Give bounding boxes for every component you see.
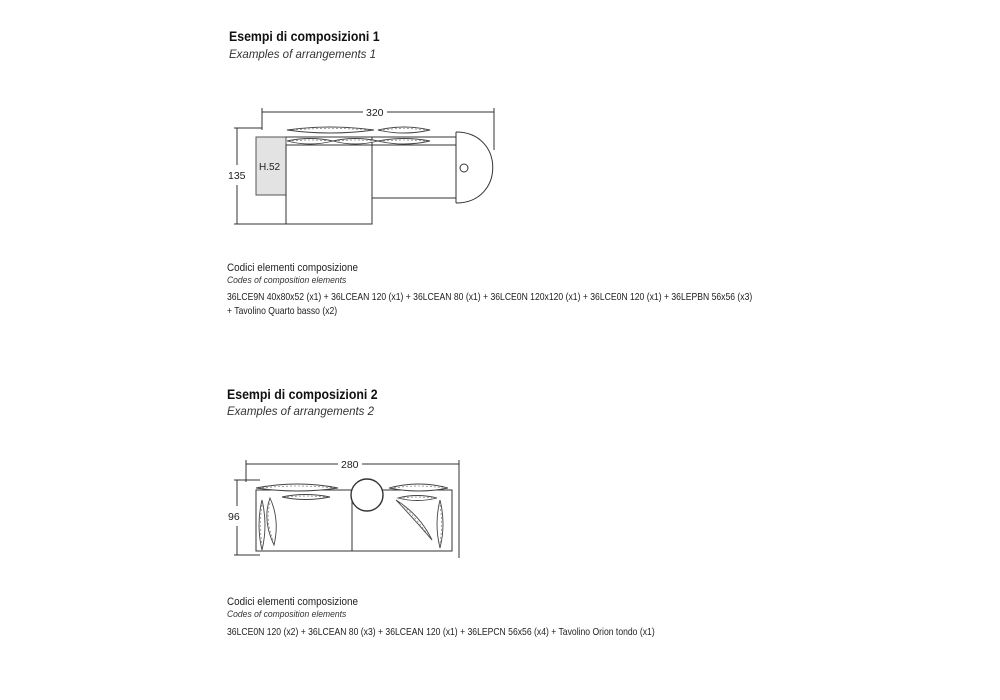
section2-codes-label: Codici elementi composizione: [227, 596, 358, 608]
s2-round-table: [351, 479, 383, 511]
section2-subtitle: Examples of arrangements 2: [227, 406, 375, 418]
section2-codes-sublabel: Codes of composition elements: [227, 609, 347, 620]
s2-cushion-back-left: [256, 484, 338, 491]
s1-table-height-label: H.52: [259, 162, 281, 173]
section1-codes-sublabel: Codes of composition elements: [227, 275, 347, 286]
section1-codes-label: Codici elementi composizione: [227, 262, 358, 274]
s1-depth-label: 135: [228, 170, 246, 182]
s2-width-label: 280: [341, 459, 359, 471]
s2-depth-label: 96: [228, 511, 240, 523]
s1-width-label: 320: [366, 107, 384, 119]
section1-codes-line1: 36LCE9N 40x80x52 (x1) + 36LCEAN 120 (x1) + 36LCEAN 80 (x1) + 36LCE0N 120x120 (x1) + 36LCE0N 120 (x1) + 36LEPBN 56x56 (x3): [227, 291, 753, 303]
section1-codes-line2: + Tavolino Quarto basso (x2): [227, 305, 338, 317]
section2-codes-line1: 36LCE0N 120 (x2) + 36LCEAN 80 (x3) + 36LCEAN 120 (x1) + 36LEPCN 56x56 (x4) + Tavolino Orion tondo (x1): [227, 626, 655, 638]
section1-title: Esempi di composizioni 1: [229, 28, 380, 44]
section2-title: Esempi di composizioni 2: [227, 386, 378, 402]
section1-subtitle: Examples of arrangements 1: [229, 49, 377, 61]
